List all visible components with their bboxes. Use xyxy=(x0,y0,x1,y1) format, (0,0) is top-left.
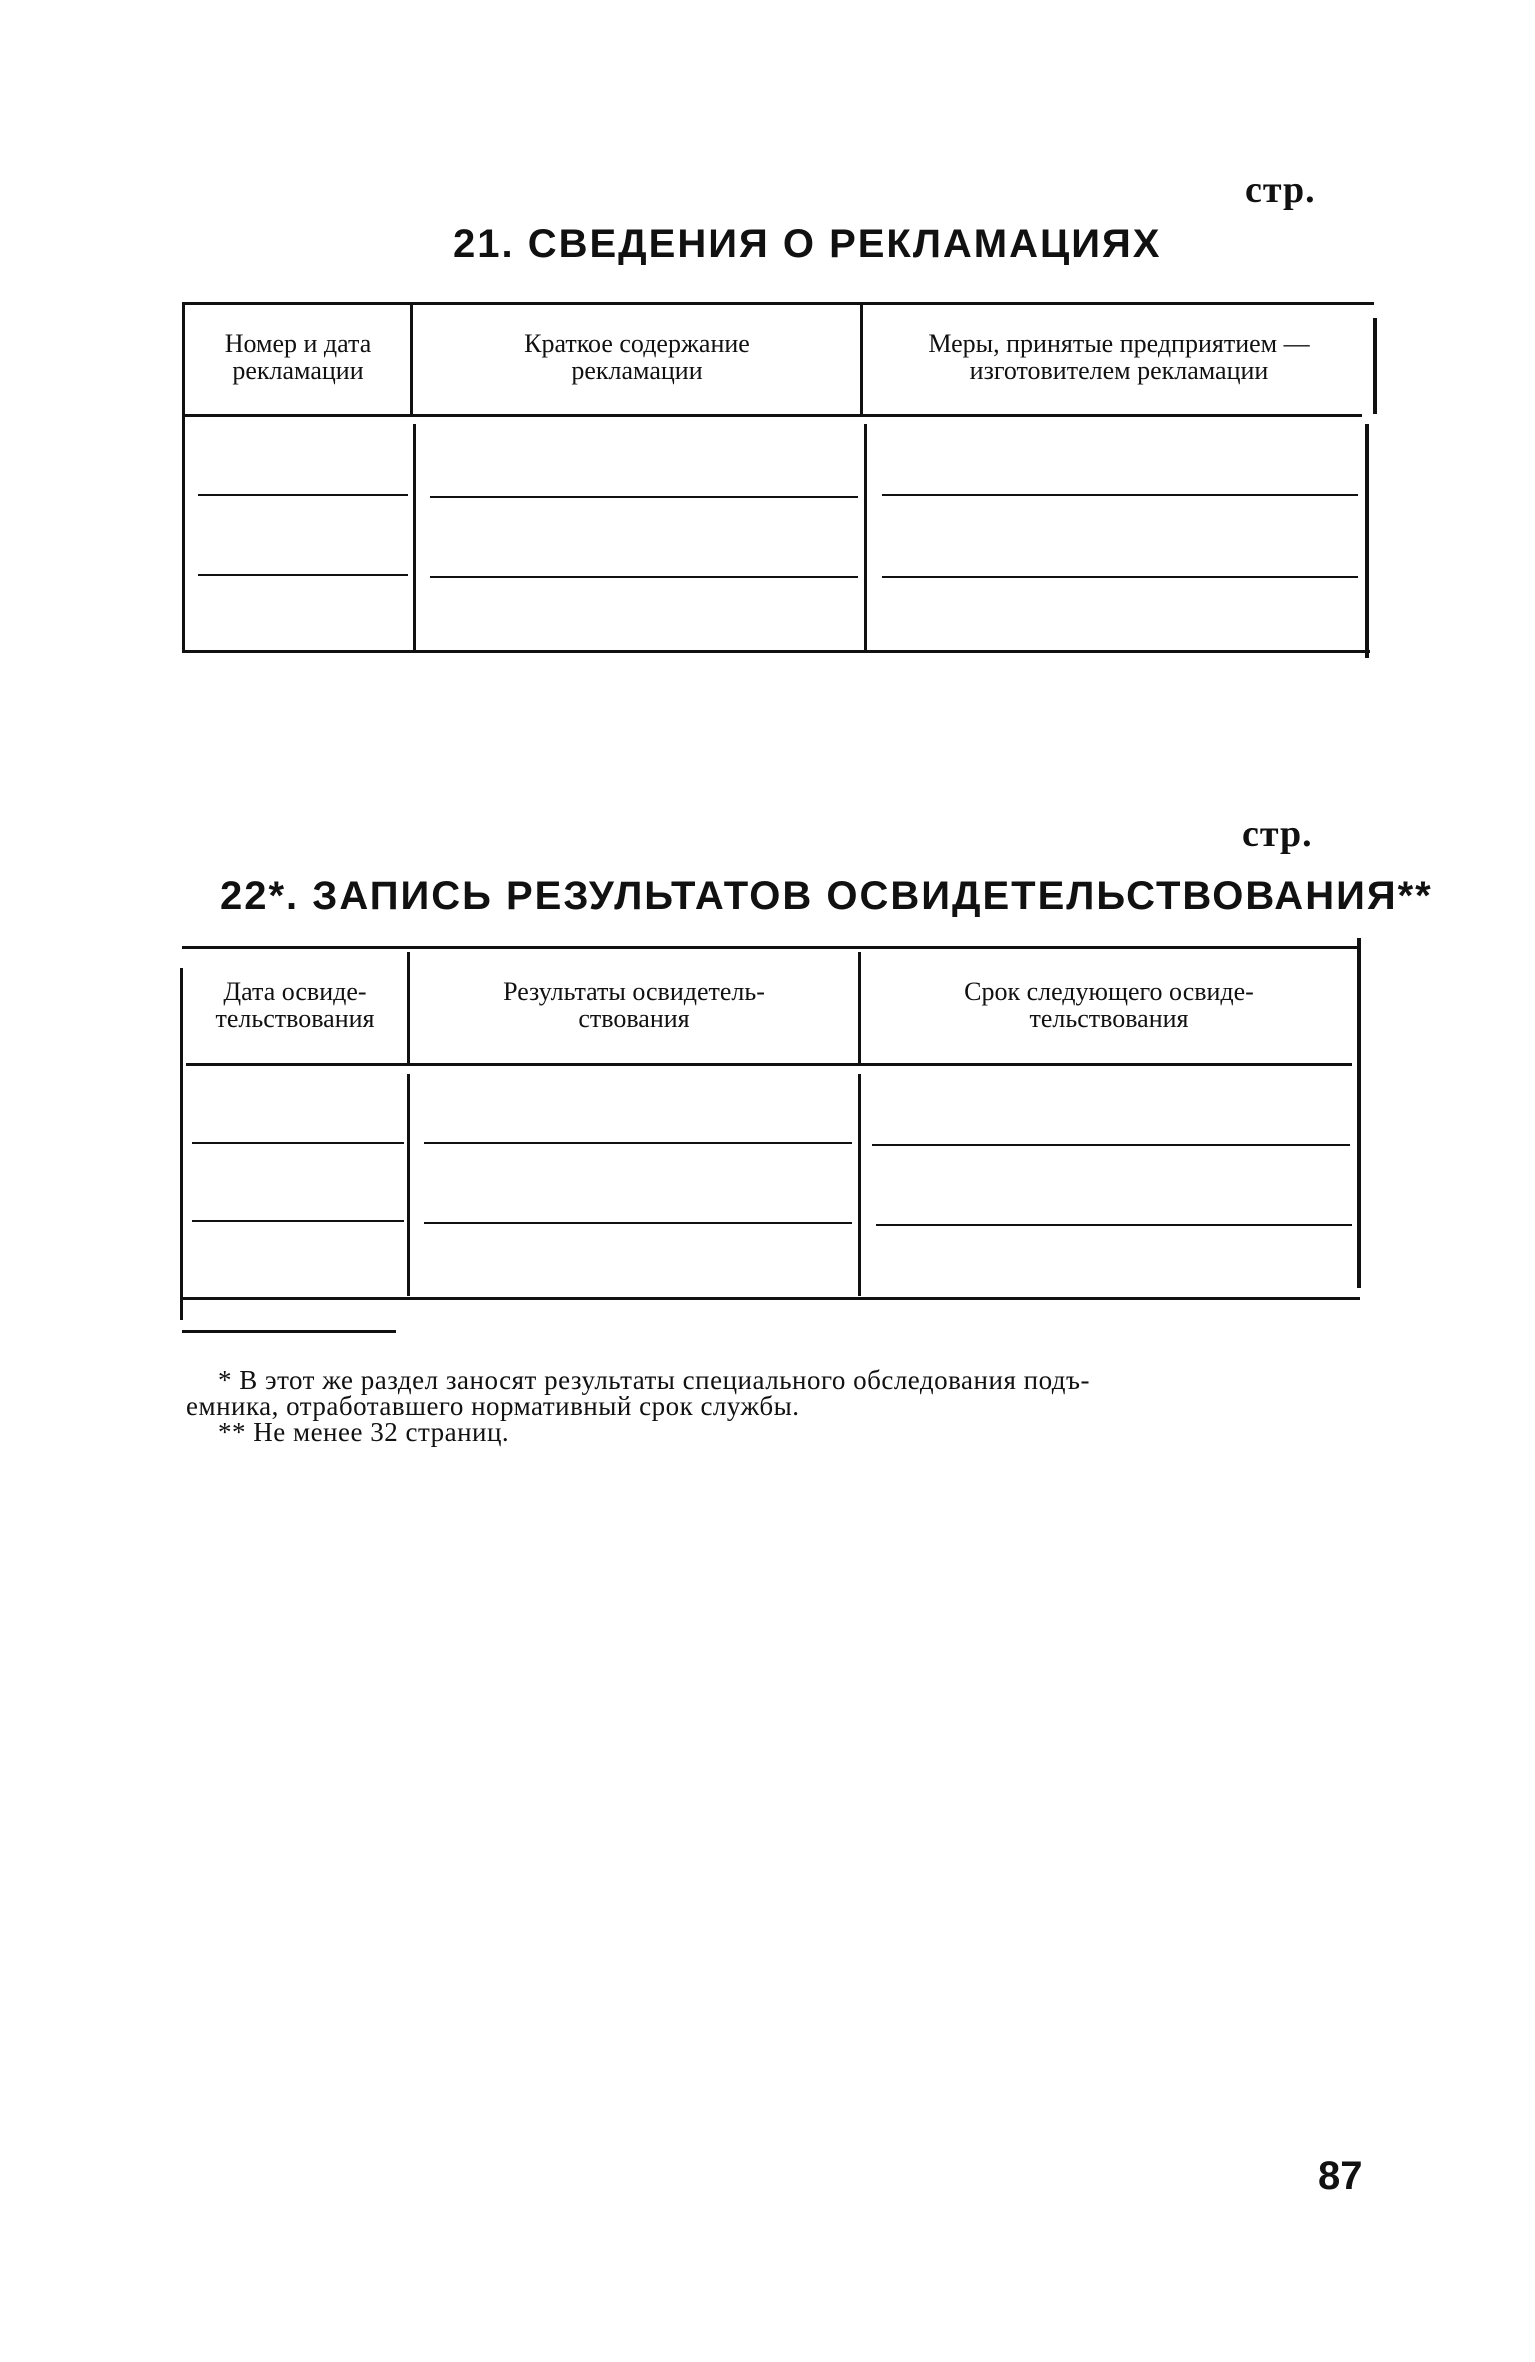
table-row-rule xyxy=(192,1142,404,1144)
table-row-rule xyxy=(876,1224,1352,1226)
table-column-divider xyxy=(860,304,863,414)
table-row-rule xyxy=(872,1144,1350,1146)
table-column-divider xyxy=(864,424,867,652)
table-column-divider xyxy=(413,424,416,652)
footnote-rule xyxy=(182,1330,396,1333)
column-header-line: Меры, принятые предприятием — xyxy=(928,329,1310,358)
table-header-rule xyxy=(186,1063,1352,1066)
table-header-rule xyxy=(182,414,1362,417)
table-column-divider xyxy=(407,952,410,1064)
table-top-rule xyxy=(182,302,1374,305)
table-bottom-rule xyxy=(182,1297,1360,1300)
table-column-divider xyxy=(858,952,861,1064)
column-header-line: рекламации xyxy=(571,356,703,385)
column-header-line: тельствования xyxy=(1029,1004,1189,1033)
page-label: стр. xyxy=(1245,169,1316,211)
page-number: 87 xyxy=(1318,2154,1363,2198)
column-header-line: изготовителем рекламации xyxy=(969,356,1269,385)
column-header-line: Дата освиде- xyxy=(223,977,367,1006)
table-row-rule xyxy=(192,1220,404,1222)
table-top-rule xyxy=(182,946,1358,949)
footnote-1-line-1: * В этот же раздел заносят результаты специального обследования подъ- xyxy=(218,1365,1090,1395)
table-row-rule xyxy=(198,494,408,496)
table-row-rule xyxy=(424,1142,852,1144)
column-header-line: Результаты освидетель- xyxy=(503,977,765,1006)
column-header-line: рекламации xyxy=(232,356,364,385)
table-column-divider xyxy=(858,1074,861,1296)
table-row-rule xyxy=(198,574,408,576)
footnote-1-line-2: емника, отработавшего нормативный срок службы. xyxy=(186,1391,800,1421)
section-title-inspections: 22*. ЗАПИСЬ РЕЗУЛЬТАТОВ ОСВИДЕТЕЛЬСТВОВАНИЯ** xyxy=(220,874,1433,918)
table-column-divider xyxy=(410,304,413,414)
table-row-rule xyxy=(424,1222,852,1224)
table-row-rule xyxy=(882,576,1358,578)
column-header-line: ствования xyxy=(578,1004,690,1033)
table-right-border xyxy=(1365,424,1369,658)
table-row-rule xyxy=(882,494,1358,496)
column-header xyxy=(411,978,857,1032)
table-bottom-rule xyxy=(182,650,1370,653)
column-header-line: Срок следующего освиде- xyxy=(964,977,1254,1006)
column-header xyxy=(184,978,406,1032)
column-header xyxy=(186,330,410,384)
table-column-divider xyxy=(407,1074,410,1296)
table-left-border xyxy=(182,304,185,652)
table-row-rule xyxy=(430,576,858,578)
footnote-2: ** Не менее 32 страниц. xyxy=(218,1417,510,1447)
column-header-line: тельствования xyxy=(215,1004,375,1033)
section-title-complaints: 21. СВЕДЕНИЯ О РЕКЛАМАЦИЯХ xyxy=(453,222,1162,266)
table-left-border xyxy=(180,968,183,1320)
page-label: стр. xyxy=(1242,813,1313,855)
column-header xyxy=(862,978,1356,1032)
table-row-rule xyxy=(430,496,858,498)
column-header xyxy=(864,330,1374,384)
column-header-line: Краткое содержание xyxy=(524,329,750,358)
column-header-line: Номер и дата xyxy=(224,329,372,358)
table-right-border xyxy=(1357,938,1361,1288)
column-header xyxy=(414,330,860,384)
